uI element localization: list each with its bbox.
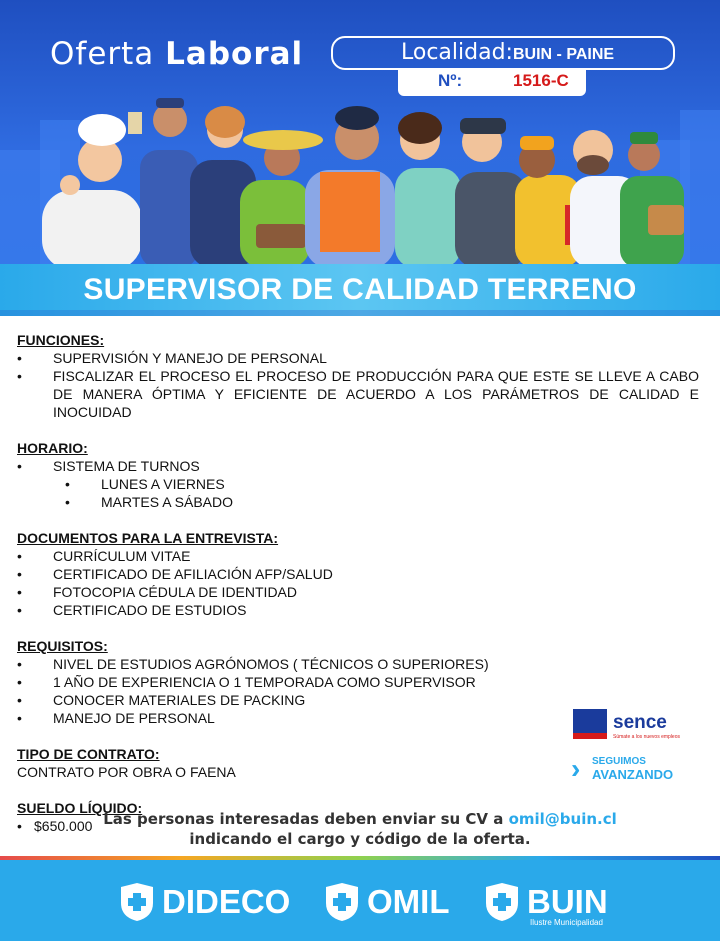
list-item: • SISTEMA DE TURNOS <box>17 457 699 475</box>
buin-subtitle: Ilustre Municipalidad <box>530 918 603 927</box>
header-banner <box>0 0 720 268</box>
construction-worker-figure <box>305 106 395 268</box>
list-item: • CERTIFICADO DE ESTUDIOS <box>17 601 699 619</box>
instructions-line-1 <box>0 809 720 829</box>
government-logos <box>571 706 681 786</box>
instructions-text: Las personas interesadas deben enviar su CV a <box>103 810 509 828</box>
job-title-band <box>0 264 720 316</box>
instructions-line-2: indicando el cargo y código de la oferta. <box>189 830 531 848</box>
list-item: • FISCALIZAR EL PROCESO EL PROCESO DE PRODUCCIÓN PARA QUE ESTE SE LLEVE A CABO DE MANERA ÓPTIMA Y EFICIENTE DE ACUERDO A LOS PARÁMETROS DE CALIDAD E INOCUIDAD <box>17 367 699 421</box>
seguimos-avanzando-logo <box>571 754 681 784</box>
offer-title-bold: Laboral <box>165 36 304 72</box>
section-horario <box>17 439 699 511</box>
section-title: REQUISITOS: <box>17 638 108 654</box>
avanzando-text: AVANZANDO <box>592 767 674 782</box>
gobierno-chile-logo <box>573 709 607 739</box>
omil-shield-icon <box>322 881 362 923</box>
sence-tagline: Súmate a los nuevos empleos <box>613 734 680 740</box>
section-title: TIPO DE CONTRATO: <box>17 746 160 762</box>
footer-brand-band <box>0 856 720 941</box>
sub-list-item: • MARTES A SÁBADO <box>17 493 699 511</box>
list-item: • SUPERVISIÓN Y MANEJO DE PERSONAL <box>17 349 699 367</box>
workers-illustration <box>0 0 720 268</box>
section-title: SUELDO LÍQUIDO: <box>17 800 143 816</box>
dideco-shield-icon <box>117 881 157 923</box>
locality-value: BUIN - PAINE <box>513 46 615 63</box>
list-item: • MANEJO DE PERSONAL <box>17 709 699 727</box>
seguimos-text: SEGUIMOS <box>592 756 646 767</box>
offer-number-label: Nº: <box>438 71 463 90</box>
offer-number-value: 1516-C <box>513 71 569 90</box>
grocer-figure <box>620 132 684 268</box>
dideco-logo: DIDECO <box>162 883 291 920</box>
list-item: • CURRÍCULUM VITAE <box>17 547 699 565</box>
email-link[interactable]: omil@buin.cl <box>508 810 617 828</box>
section-funciones <box>17 331 699 421</box>
omil-logo: OMIL <box>367 883 450 920</box>
locality-label: Localidad: <box>401 40 513 65</box>
list-item: • CONOCER MATERIALES DE PACKING <box>17 691 699 709</box>
buin-logo: BUIN <box>527 883 608 920</box>
section-title: DOCUMENTOS PARA LA ENTREVISTA: <box>17 530 279 546</box>
chevron-right-icon: › <box>571 753 581 784</box>
nurse-figure <box>395 112 461 268</box>
list-item: • 1 AÑO DE EXPERIENCIA O 1 TEMPORADA COMO SUPERVISOR <box>17 673 699 691</box>
buin-shield-icon <box>482 881 522 923</box>
sence-logo: sence <box>613 712 667 733</box>
chef-figure <box>42 114 142 268</box>
list-item: • FOTOCOPIA CÉDULA DE IDENTIDAD <box>17 583 699 601</box>
offer-title-light: Oferta <box>50 36 155 72</box>
salary-value: • $650.000 <box>17 817 699 835</box>
sub-list-item: • LUNES A VIERNES <box>17 475 699 493</box>
application-instructions <box>0 809 720 849</box>
list-item: • NIVEL DE ESTUDIOS AGRÓNOMOS ( TÉCNICOS O SUPERIORES) <box>17 655 699 673</box>
section-title: HORARIO: <box>17 440 88 456</box>
section-title: FUNCIONES: <box>17 332 105 348</box>
contract-type: CONTRATO POR OBRA O FAENA <box>17 764 236 780</box>
job-title: SUPERVISOR DE CALIDAD TERRENO <box>83 273 637 306</box>
rainbow-divider <box>0 856 720 860</box>
list-item: • CERTIFICADO DE AFILIACIÓN AFP/SALUD <box>17 565 699 583</box>
section-documentos <box>17 529 699 619</box>
